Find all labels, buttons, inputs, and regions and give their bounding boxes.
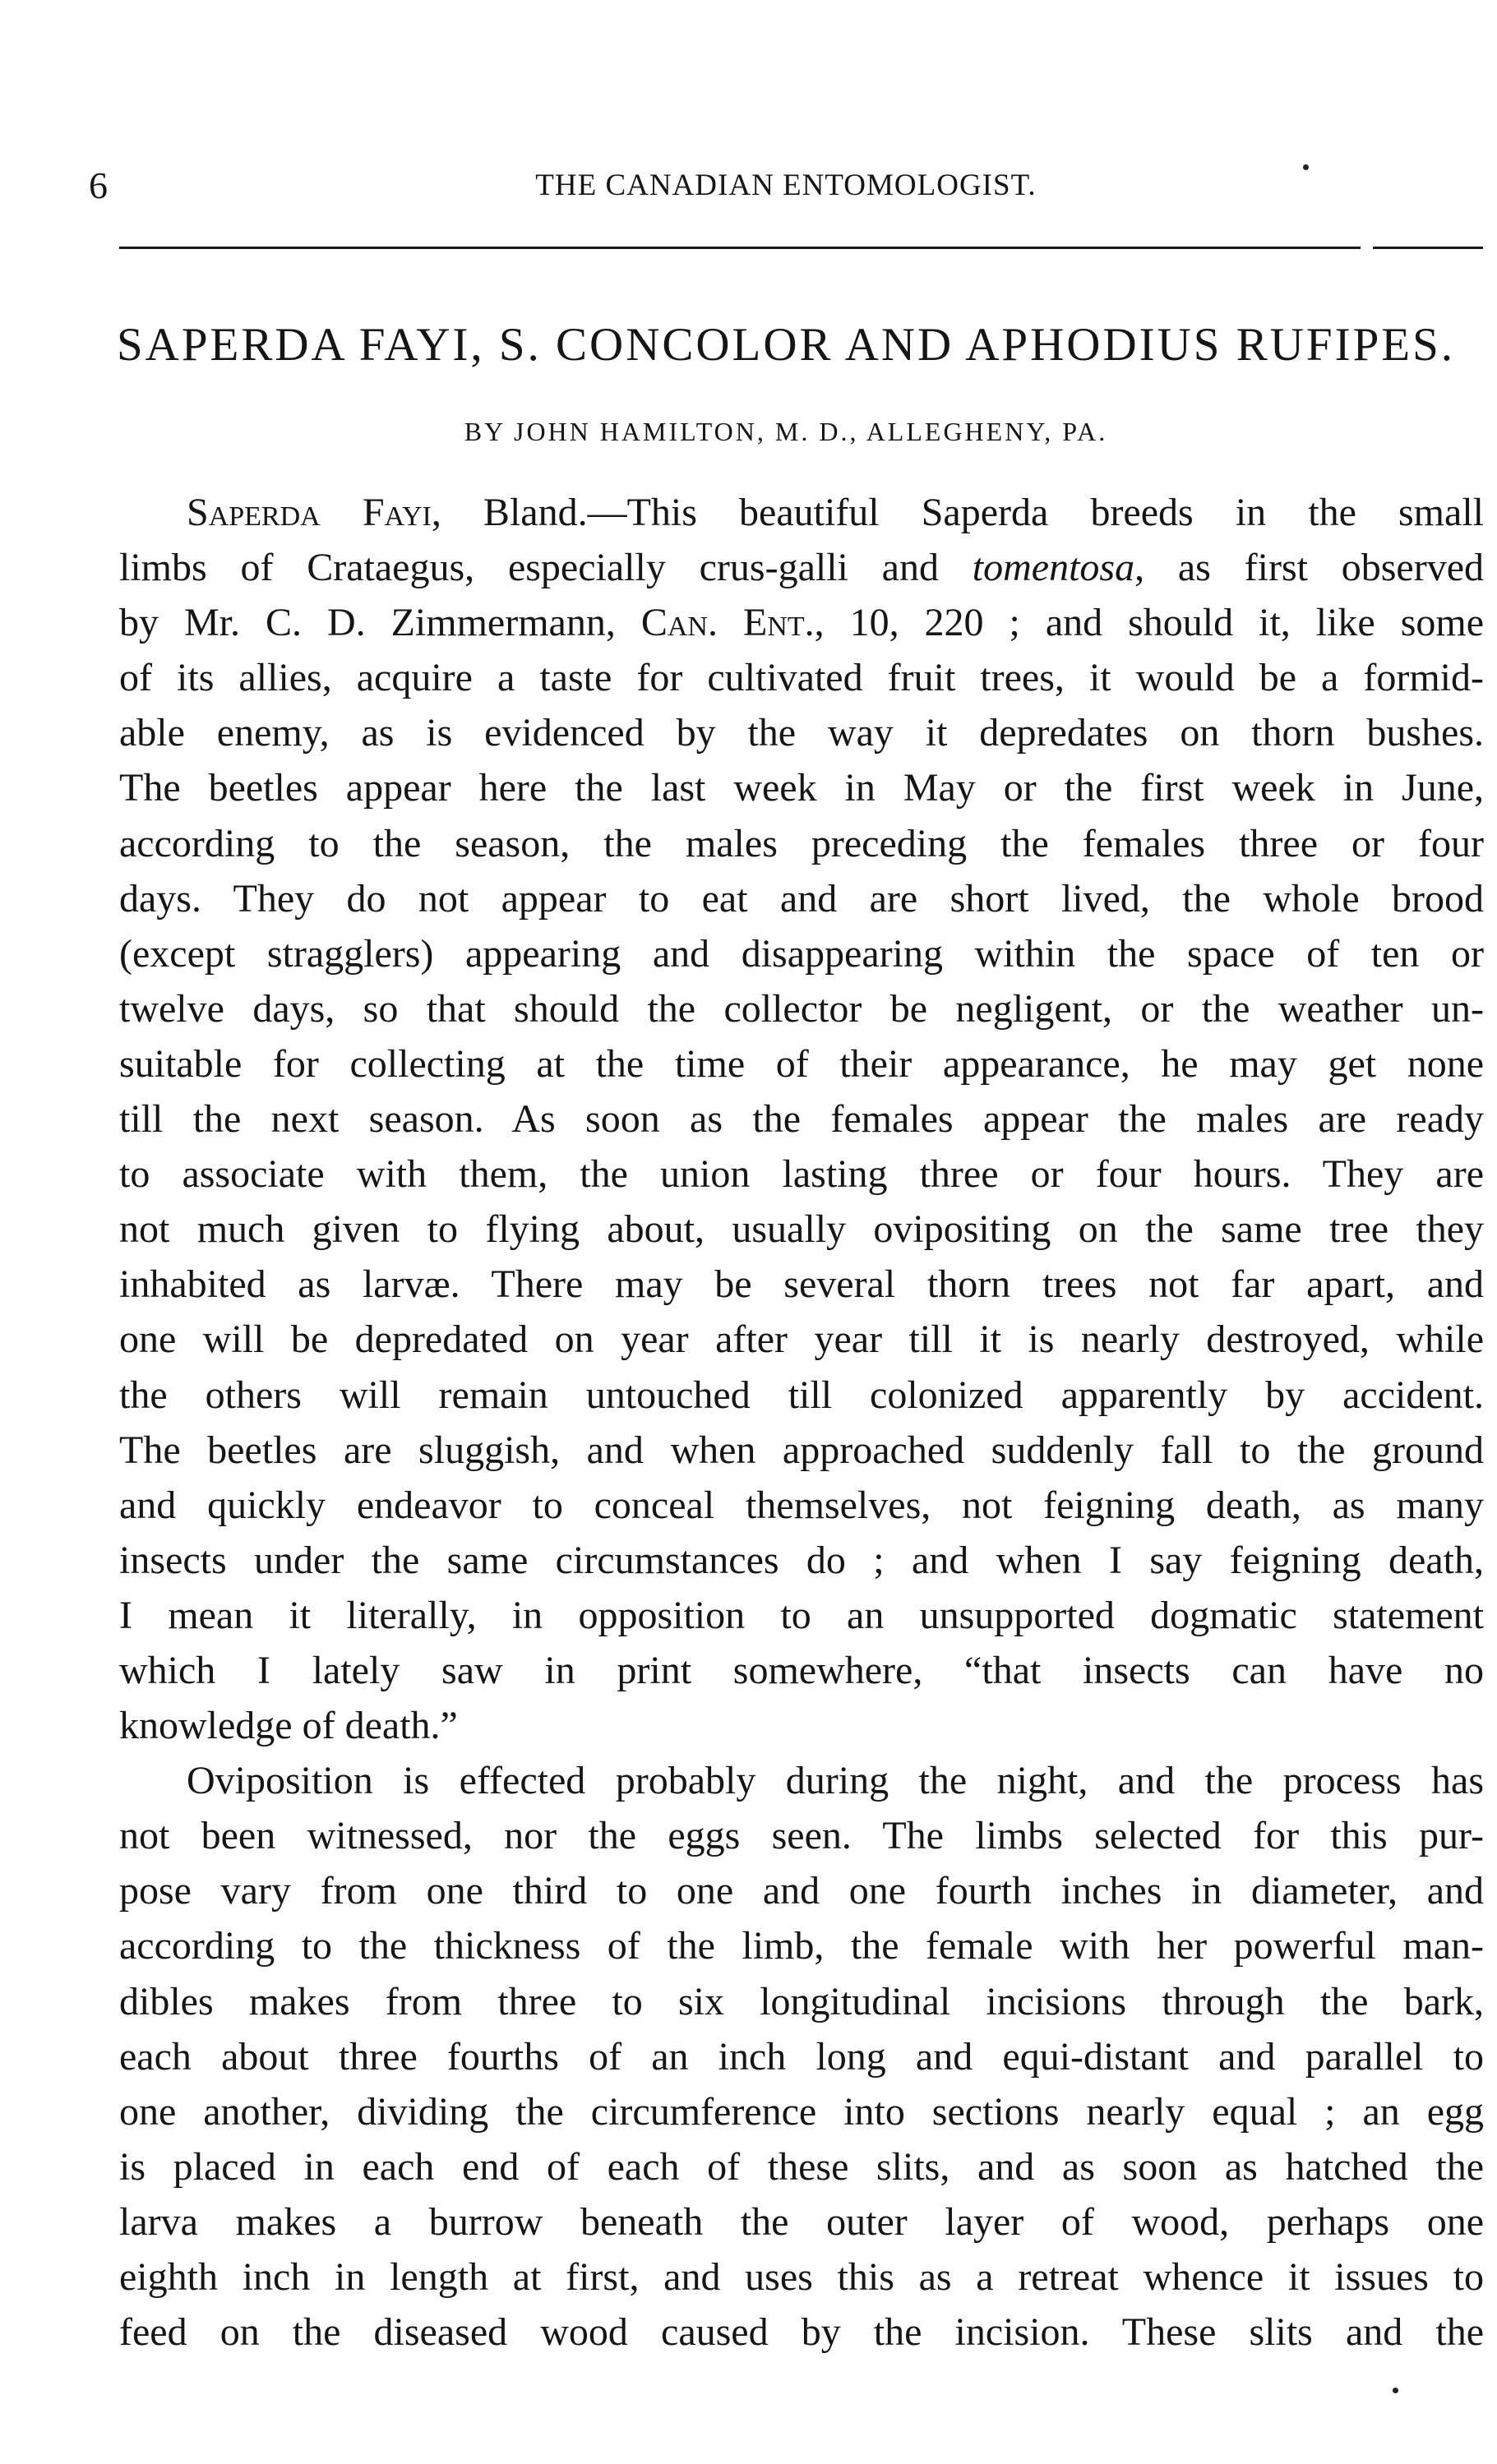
text-line: The beetles are sluggish, and when approached suddenly fall to the ground <box>119 1428 1484 1472</box>
text-line: till the next season. As soon as the females appear the males are ready <box>119 1097 1484 1142</box>
text-line: not been witnessed, nor the eggs seen. The limbs selected for this pur- <box>119 1814 1484 1858</box>
text-line: inhabited as larvæ. There may be several thorn trees not far apart, and <box>119 1262 1484 1307</box>
article-title: SAPERDA FAYI, S. CONCOLOR AND APHODIUS RUFIPES. <box>116 319 1456 371</box>
text-line: according to the season, the males preceding the females three or four <box>119 821 1484 865</box>
page-header <box>89 161 1483 210</box>
text-line: of its allies, acquire a taste for cultivated fruit trees, it would be a formid- <box>119 656 1484 700</box>
text-line: one will be depredated on year after year till it is nearly destroyed, while <box>119 1317 1484 1362</box>
print-speck <box>1393 2388 1398 2393</box>
text-line: limbs of Crataegus, especially crus-galli and tomentosa, as first observed <box>119 546 1484 590</box>
text-line: according to the thickness of the limb, the female with her powerful man- <box>119 1924 1484 1968</box>
text-line: days. They do not appear to eat and are short lived, the whole brood <box>119 876 1484 921</box>
header-rule-segment <box>1373 247 1483 249</box>
text-line: is placed in each end of each of these slits, and as soon as hatched the <box>119 2144 1484 2189</box>
text-line: Oviposition is effected probably during the night, and the process has <box>187 1759 1484 1803</box>
text-line: one another, dividing the circumference into sections nearly equal ; an egg <box>119 2089 1484 2134</box>
text-line: eighth inch in length at first, and uses this as a retreat whence it issues to <box>119 2255 1484 2299</box>
text-line: not much given to flying about, usually ovipositing on the same tree they <box>119 1207 1484 1252</box>
text-line: by Mr. C. D. Zimmermann, Can. Ent., 10, 220 ; and should it, like some <box>119 601 1484 645</box>
paragraph-1-line-1 <box>119 485 1484 540</box>
text-line: twelve days, so that should the collector be negligent, or the weather un- <box>119 986 1484 1031</box>
text-line: to associate with them, the union lasting three or four hours. They are <box>119 1152 1484 1197</box>
text-line: the others will remain untouched till colonized apparently by accident. <box>119 1373 1484 1417</box>
species-name-lead: Saperda Fayi <box>187 491 432 534</box>
text-line: knowledge of death.” <box>119 1704 458 1748</box>
text-line: suitable for collecting at the time of their appearance, he may get none <box>119 1041 1484 1086</box>
print-speck <box>1303 164 1309 170</box>
text-line: pose vary from one third to one and one fourth inches in diameter, and <box>119 1869 1484 1913</box>
article-body <box>119 485 1484 2360</box>
text-line: and quickly endeavor to conceal themselves, not feigning death, as many <box>119 1483 1484 1527</box>
text-line: feed on the diseased wood caused by the incision. These slits and the <box>119 2310 1484 2355</box>
text-line: I mean it literally, in opposition to an unsupported dogmatic statement <box>119 1593 1484 1637</box>
text-line: each about three fourths of an inch long and equi-distant and parallel to <box>119 2034 1484 2079</box>
byline: BY JOHN HAMILTON, M. D., ALLEGHENY, PA. <box>464 417 1108 446</box>
italic-term: tomentosa <box>972 546 1135 590</box>
page-number: 6 <box>89 164 108 206</box>
small-caps-term: Can. Ent. <box>640 601 815 645</box>
header-rule <box>119 247 1361 249</box>
text-line: , Bland.—This beautiful Saperda breeds in the small <box>431 491 1484 534</box>
text-line: insects under the same circumstances do ; and when I say feigning death, <box>119 1538 1484 1582</box>
running-head: THE CANADIAN ENTOMOLOGIST. <box>535 168 1037 202</box>
text-line: able enemy, as is evidenced by the way it depredates on thorn bushes. <box>119 711 1484 755</box>
text-line: (except stragglers) appearing and disappearing within the space of ten or <box>119 931 1484 976</box>
text-line: The beetles appear here the last week in May or the first week in June, <box>119 766 1484 810</box>
text-line: larva makes a burrow beneath the outer layer of wood, perhaps one <box>119 2199 1484 2244</box>
text-line: dibles makes from three to six longitudinal incisions through the bark, <box>119 1979 1484 2023</box>
text-line: which I lately saw in print somewhere, “that insects can have no <box>119 1648 1484 1692</box>
